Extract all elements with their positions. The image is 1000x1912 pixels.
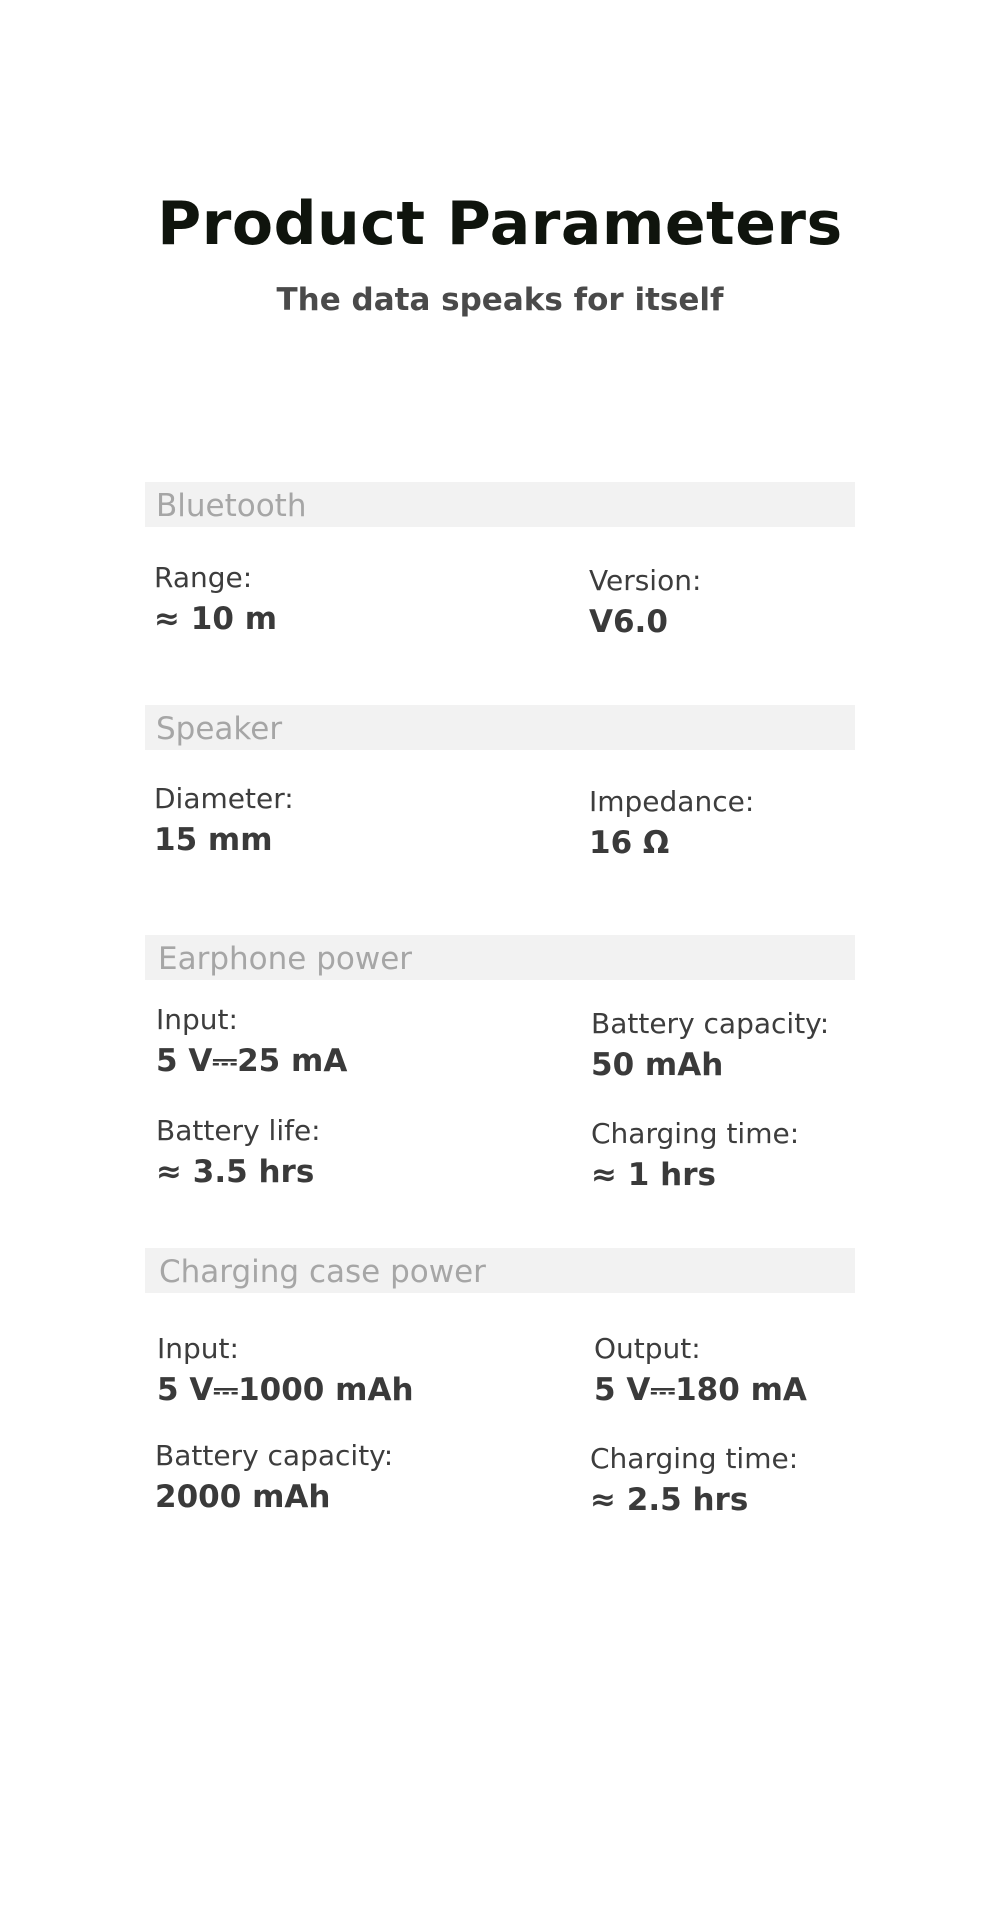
spec-value: 50 mAh — [591, 1047, 724, 1083]
section-header-earphone-power: Earphone power — [145, 935, 855, 980]
spec-value: 16 Ω — [589, 825, 670, 861]
spec-earphone-battery-capacity — [591, 1004, 829, 1086]
spec-label: Battery capacity: — [591, 1007, 830, 1040]
spec-label: Range: — [154, 561, 253, 594]
spec-range — [154, 558, 277, 640]
spec-label: Input: — [157, 1332, 239, 1365]
spec-label: Diameter: — [154, 782, 294, 815]
section-header-charging-case-power: Charging case power — [145, 1248, 855, 1293]
spec-value: V6.0 — [589, 604, 668, 640]
spec-case-output — [594, 1329, 807, 1411]
spec-value: 5 V⎓25 mA — [156, 1043, 348, 1079]
spec-earphone-battery-life — [156, 1111, 321, 1193]
spec-label: Impedance: — [589, 785, 755, 818]
spec-label: Charging time: — [590, 1442, 799, 1475]
spec-value: 5 V⎓1000 mAh — [157, 1372, 414, 1408]
spec-value: ≈ 10 m — [154, 601, 278, 637]
spec-diameter — [154, 779, 294, 861]
spec-label: Input: — [156, 1003, 238, 1036]
spec-value: 2000 mAh — [155, 1479, 331, 1515]
page-subtitle: The data speaks for itself — [276, 282, 724, 318]
spec-value: 15 mm — [154, 822, 273, 858]
spec-value: ≈ 2.5 hrs — [590, 1482, 749, 1518]
spec-case-input — [157, 1329, 414, 1411]
spec-value: 5 V⎓180 mA — [594, 1372, 807, 1408]
spec-impedance — [589, 782, 754, 864]
spec-label: Battery capacity: — [155, 1439, 394, 1472]
spec-value: ≈ 1 hrs — [591, 1157, 716, 1193]
spec-earphone-charging-time — [591, 1114, 799, 1196]
spec-earphone-input — [156, 1000, 347, 1082]
spec-case-battery-capacity — [155, 1436, 393, 1518]
section-header-speaker: Speaker — [145, 705, 855, 750]
spec-label: Battery life: — [156, 1114, 321, 1147]
spec-label: Output: — [594, 1332, 701, 1365]
section-header-bluetooth: Bluetooth — [145, 482, 855, 527]
spec-label: Version: — [589, 564, 702, 597]
spec-case-charging-time — [590, 1439, 798, 1521]
page-title: Product Parameters — [157, 189, 843, 259]
spec-value: ≈ 3.5 hrs — [156, 1154, 315, 1190]
spec-label: Charging time: — [591, 1117, 800, 1150]
spec-version — [589, 561, 701, 643]
